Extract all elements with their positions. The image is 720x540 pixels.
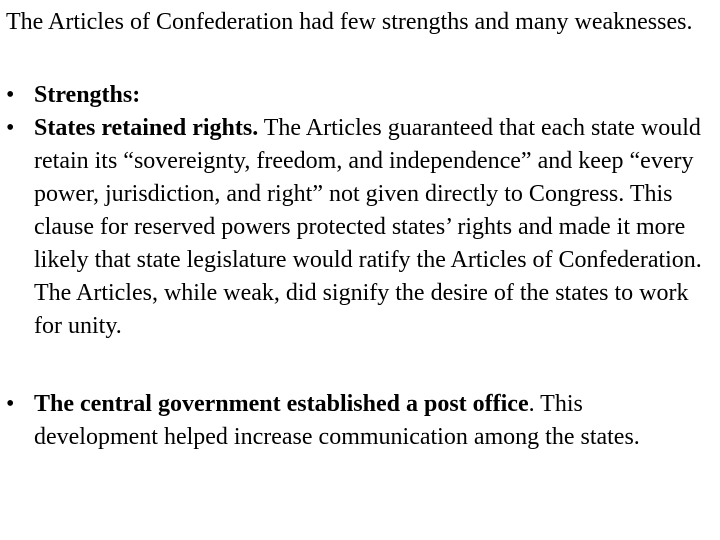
bullet-bold-text: Strengths: xyxy=(34,82,141,108)
bullet-dot: • xyxy=(6,82,15,108)
bullet-dot: • xyxy=(6,391,15,417)
bullet-states-retained-rights xyxy=(6,112,706,343)
intro-text: The Articles of Confederation had few strengths and many weaknesses. xyxy=(6,9,693,35)
bullet-strengths xyxy=(6,79,706,112)
bullet-dot: • xyxy=(6,115,15,141)
bullet-bold-text: The central government established a post office xyxy=(34,391,529,417)
bullet-bold-text: States retained rights. xyxy=(34,115,259,141)
bullet-post-office xyxy=(6,388,706,454)
bullet-text: . This development helped increase communication among the states. xyxy=(34,391,640,450)
bullet-text: The Articles guaranteed that each state would retain its “sovereignty, freedom, and independence” and keep “every power, jurisdiction, and right” not given directly to Congress. This clause for reserved powers protected states’ rights and made it more likely that state legislature would ratify the Articles of Confederation. The Articles, while weak, did signify the desire of the states to work for unity. xyxy=(34,115,702,339)
intro-paragraph xyxy=(6,6,706,39)
